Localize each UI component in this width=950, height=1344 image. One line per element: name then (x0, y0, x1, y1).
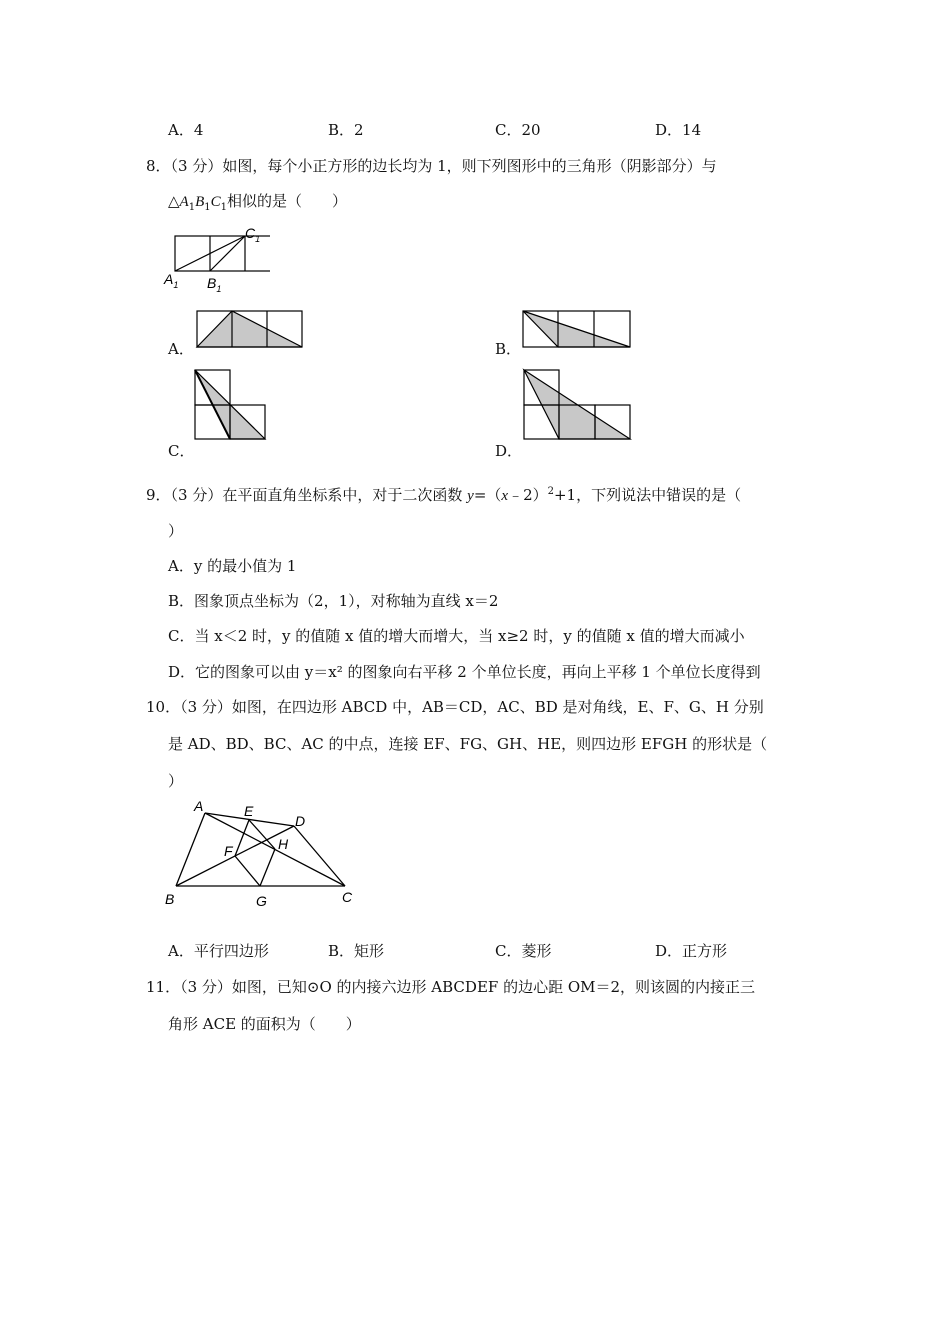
q10-prompt-line3: ） (168, 772, 184, 790)
q8-option-d-label: D． (495, 442, 523, 460)
q7-option-b: B．2 (328, 121, 364, 139)
q7-option-a: A．4 (168, 121, 204, 139)
q9-option-d: D．它的图象可以由 y＝x² 的图象向右平移 2 个单位长度，再向上平移 1 个单位长度得到 (168, 663, 761, 681)
q10-prompt-line1: 10．（3 分）如图，在四边形 ABCD 中，AB＝CD，AC、BD 是对角线，E、F、G、H 分别 (146, 698, 764, 716)
q8-option-d-figure (521, 367, 635, 443)
q10-option-c: C．菱形 (495, 942, 552, 960)
q10-option-b: B．矩形 (328, 942, 385, 960)
q8-option-a-figure (194, 308, 306, 350)
q7-option-c: C．20 (495, 121, 541, 139)
q8-label-b1: $B_1$ (207, 275, 222, 294)
q9-option-b: B．图象顶点坐标为（2，1），对称轴为直线 x＝2 (168, 592, 499, 610)
q9-option-a: A．y 的最小值为 1 (168, 557, 297, 575)
q8-label-a1: $A_1$ (164, 271, 179, 290)
q10-label-c: C (342, 889, 353, 905)
q10-label-d: D (295, 813, 306, 829)
q9-prompt-line2: ） (168, 522, 184, 540)
q7-option-d: D．14 (655, 121, 702, 139)
q10-option-d: D．正方形 (655, 942, 728, 960)
q8-label-c1: $C_1$ (245, 225, 261, 244)
q10-option-a: A．平行四边形 (168, 942, 269, 960)
q10-figure (160, 798, 365, 910)
q8-option-a-label: A． (168, 340, 194, 358)
q10-label-a: A (194, 798, 204, 814)
q8-prompt-line1: 8．（3 分）如图，每个小正方形的边长均为 1，则下列图形中的三角形（阴影部分）与 (146, 157, 717, 175)
q8-reference-figure (160, 222, 270, 294)
q10-label-b: B (165, 891, 175, 907)
q11-prompt-line1: 11．（3 分）如图，已知⊙O 的内接六边形 ABCDEF 的边心距 OM＝2，则该圆的内接正三 (146, 978, 756, 996)
q8-option-c-figure (192, 367, 270, 443)
q9-prompt-line1: 9．（3 分）在平面直角坐标系中，对于二次函数 y=（x﹣2）$^2$+1，下列说法中错误的是（ (146, 486, 742, 504)
q10-label-h: H (278, 836, 289, 852)
q10-label-g: G (256, 893, 267, 909)
q8-option-c-label: C． (168, 442, 195, 460)
q10-label-f: F (224, 843, 233, 859)
q8-option-b-label: B． (495, 340, 522, 358)
q8-option-b-figure (520, 308, 634, 350)
q10-prompt-line2: 是 AD、BD、BC、AC 的中点，连接 EF、FG、GH、HE，则四边形 EFGH 的形状是（ (168, 735, 768, 753)
q8-prompt-line2: $\triangle A_1B_1C_1$相似的是（ ） (168, 192, 348, 213)
q10-label-e: E (244, 803, 254, 819)
q9-option-c: C．当 x＜2 时，y 的值随 x 值的增大而增大，当 x≥2 时，y 的值随 x 值的增大而减小 (168, 627, 745, 645)
q11-prompt-line2: 角形 ACE 的面积为（ ） (168, 1015, 361, 1033)
